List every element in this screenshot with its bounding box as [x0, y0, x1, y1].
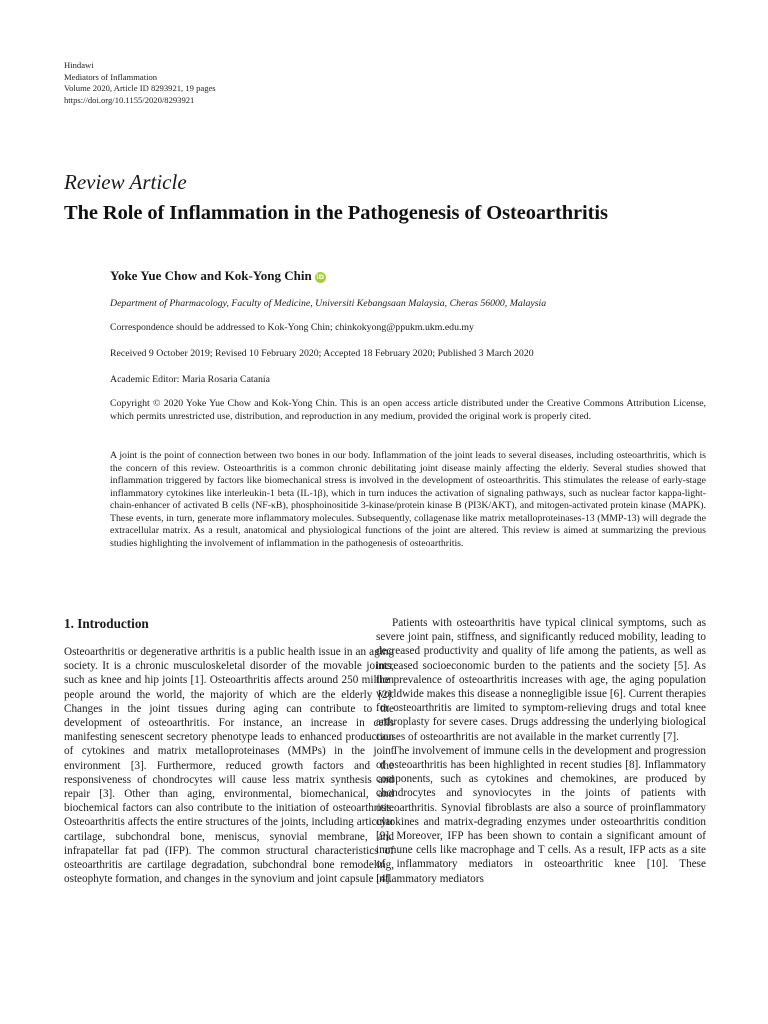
affiliation: Department of Pharmacology, Faculty of Medicine, Universiti Kebangsaan Malaysia, Cheras 56000, Malaysia [110, 298, 547, 309]
journal-header [64, 60, 216, 106]
academic-editor: Academic Editor: Maria Rosaria Catania [110, 374, 270, 385]
authors: Yoke Yue Chow and Kok-Yong Chin [110, 268, 312, 283]
correspondence: Correspondence should be addressed to Kok-Yong Chin; chinkokyong@ppukm.ukm.edu.my [110, 322, 474, 333]
publication-dates: Received 9 October 2019; Revised 10 February 2020; Accepted 18 February 2020; Published 3 March 2020 [110, 348, 534, 359]
doi-link[interactable]: https://doi.org/10.1155/2020/8293921 [64, 94, 195, 105]
right-column [376, 616, 706, 886]
introduction-paragraph-2: Patients with osteoarthritis have typical clinical symptoms, such as severe joint pain, stiffness, and significantly reduced mobility, leading to decreased productivity and quality of life among the patients, as well as increased socioeconomic burden to the patients and the society [5]. As the prevalence of osteoarthritis increases with age, the aging population worldwide makes this disease a nonnegligible issue [6]. Current therapies for osteoarthritis are limited to symptom-relieving drugs and total knee arthroplasty for severe cases. Drugs addressing the underlying biological causes of osteoarthritis are not available in the market currently [7]. [376, 617, 706, 743]
article-title: The Role of Inflammation in the Pathogenesis of Osteoarthritis [64, 202, 608, 224]
abstract: A joint is the point of connection between two bones in our body. Inflammation of the joint leads to several diseases, including osteoarthritis, which is the concern of this review. Osteoarthritis is a common chronic debilitating joint disease mainly affecting the elderly. Several studies showed that inflammation triggered by factors like biomechanical stress is involved in the development of osteoarthritis. This stimulates the release of early-stage inflammatory cytokines like interleukin-1 beta (IL-1β), which in turn induces the activation of signaling pathways, such as nuclear factor kappa-light-chain-enhancer of activated B cells (NF-κB), phosphoinositide 3-kinase/protein kinase B (PI3K/AKT), and mitogen-activated protein kinase (MAPK). These events, in turn, generate more inflammatory molecules. Subsequently, collagenase like matrix metalloproteinases-13 (MMP-13) will degrade the extracellular matrix. As a result, anatomical and physiological functions of the joint are altered. This review is aimed at summarizing the previous studies highlighting the involvement of inflammation in the pathogenesis of osteoarthritis. [110, 450, 706, 549]
author-line [110, 268, 326, 284]
introduction-paragraph-3: The involvement of immune cells in the development and progression of osteoarthritis has been highlighted in recent studies [8]. Inflammatory components, such as cytokines and chemokines, are produced by chondrocytes and synoviocytes in the joints of patients with osteoarthritis. Synovial fibroblasts are also a source of proinflammatory cytokines and matrix-degrading enzymes under osteoarthritis condition [9]. Moreover, IFP has been shown to contain a significant amount of immune cells like macrophage and T cells. As a result, IFP acts as a site of inflammatory mediators in osteoarthritic knee [10]. These inflammatory mediators [376, 744, 706, 885]
section-heading-introduction: 1. Introduction [64, 616, 149, 631]
left-column [64, 616, 394, 886]
article-type: Review Article [64, 170, 187, 194]
introduction-paragraph-1: Osteoarthritis or degenerative arthritis is a public health issue in an aging society. It is a chronic musculoskeletal disorder of the movable joints, such as knee and hip joints [1]. Osteoarthritis affects around 250 million people around the world, the majority of which are the elderly [2]. Changes in the joint tissues during aging can contribute to the development of osteoarthritis. For instance, an increase in cells manifesting senescent secretory phenotype leads to enhanced production of cytokines and matrix metalloproteinases (MMPs) in the joint environment [3]. Furthermore, reduced growth factors and the responsiveness of chondrocytes will cause less matrix synthesis and repair [3]. Other than aging, environmental, biomechanical, and biochemical factors can also contribute to the initiation of osteoarthritis. Osteoarthritis affects the entire structures of the joints, including articular cartilage, subchondral bone, meniscus, synovial membrane, and infrapatellar fat pad (IFP). The common structural characteristics of osteoarthritis are cartilage degradation, subchondral bone remodeling, osteophyte formation, and changes in the synovium and joint capsule [4]. [64, 646, 394, 886]
publisher-name: Hindawi [64, 60, 94, 70]
copyright-notice: Copyright © 2020 Yoke Yue Chow and Kok-Yong Chin. This is an open access article distributed under the Creative Commons Attribution License, which permits unrestricted use, distribution, and reproduction in any medium, provided the original work is properly cited. [110, 398, 706, 422]
orcid-icon[interactable]: iD [316, 272, 324, 281]
journal-name: Mediators of Inflammation [64, 71, 158, 82]
volume-line: Volume 2020, Article ID 8293921, 19 pages [64, 83, 216, 94]
